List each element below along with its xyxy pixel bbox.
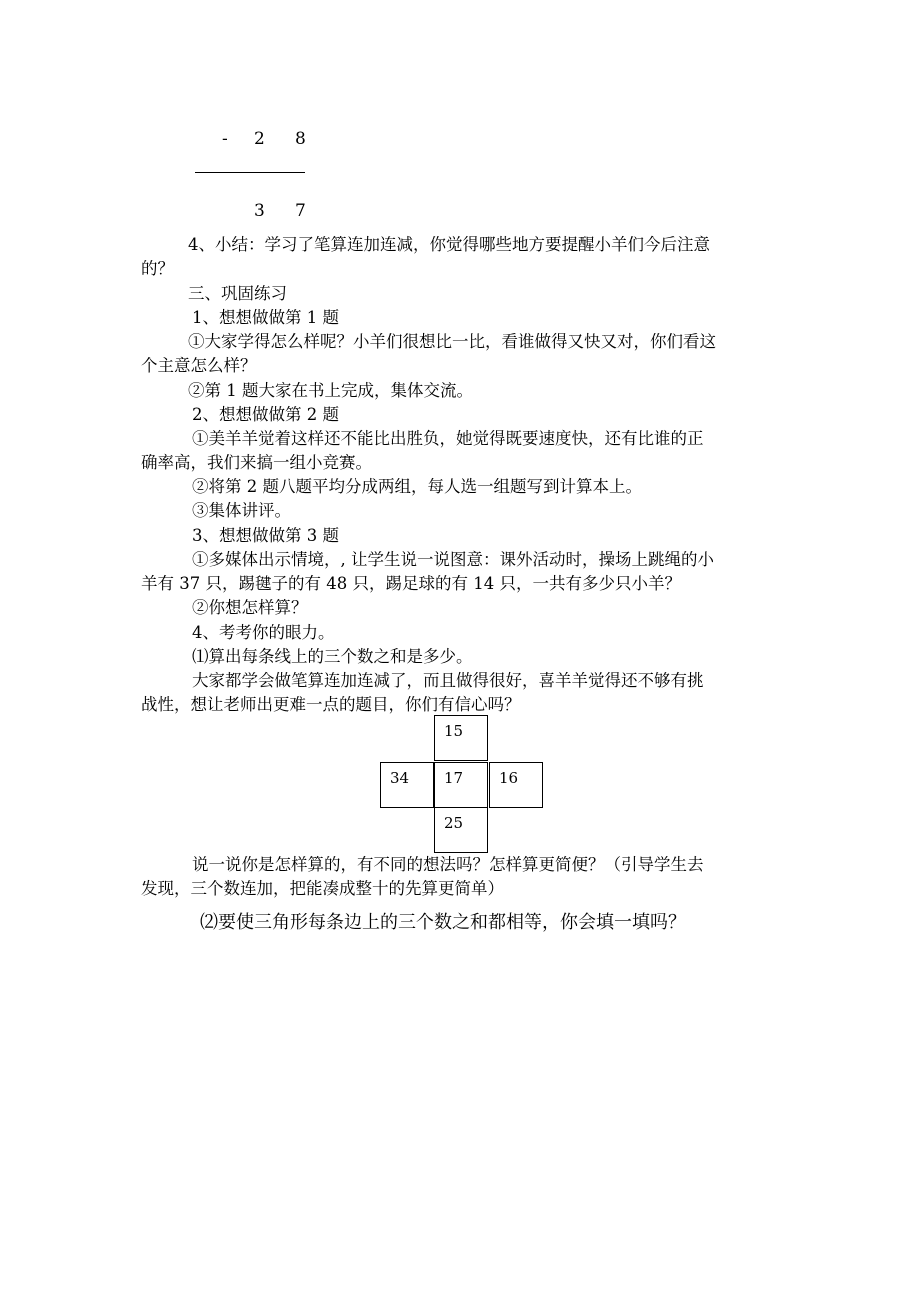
text-line: 个主意怎么样？ (141, 356, 257, 375)
text-line: 3、想想做做第 3 题 (192, 526, 339, 545)
cross-cell-right: 16 (489, 762, 543, 808)
cross-cell-center: 17 (434, 762, 488, 808)
text-line: ②将第 2 题八题平均分成两组，每人选一组题写到计算本上。 (192, 477, 642, 496)
text-line: ①美羊羊觉着这样还不能比出胜负，她觉得既要速度快，还有比谁的正 (192, 429, 704, 448)
calc-result-tens: 3 (254, 201, 265, 221)
text-line: 4、小结：学习了笔算连加连减，你觉得哪些地方要提醒小羊们今后注意 (188, 235, 710, 254)
text-line: 羊有 37 只，踢毽子的有 48 只，踢足球的有 14 只，一共有多少只小羊？ (141, 574, 681, 593)
cross-cell-left: 34 (380, 762, 434, 808)
calc-subtrahend-tens: 2 (254, 129, 265, 149)
calc-subtrahend-ones: 8 (295, 129, 306, 149)
text-line: 4、考考你的眼力。 (192, 623, 335, 642)
text-line: ②第 1 题大家在书上完成，集体交流。 (188, 381, 473, 400)
cross-cell-bottom: 25 (434, 807, 488, 853)
text-line: ③集体讲评。 (192, 501, 291, 520)
text-line: 发现，三个数连加，把能凑成整十的先算更简单） (141, 879, 504, 898)
text-line: ②你想怎样算？ (192, 598, 308, 617)
text-line: ⑵要使三角形每条边上的三个数之和都相等，你会填一填吗？ (200, 912, 686, 933)
text-line: 大家都学会做笔算连加连减了，而且做得很好，喜羊羊觉得还不够有挑 (192, 671, 704, 690)
section-heading: 三、巩固练习 (188, 284, 287, 303)
text-line: 确率高，我们来搞一组小竞赛。 (141, 453, 372, 472)
text-line: ⑴算出每条线上的三个数之和是多少。 (192, 647, 473, 666)
text-line: ①大家学得怎么样呢？小羊们很想比一比，看谁做得又快又对，你们看这 (188, 332, 716, 351)
calc-result-ones: 7 (295, 201, 306, 221)
text-line: 说一说你是怎样算的，有不同的想法吗？怎样算更简便？（引导学生去 (192, 855, 704, 874)
text-line: 2、想想做做第 2 题 (192, 405, 339, 424)
text-line: 1、想想做做第 1 题 (192, 308, 339, 327)
cross-cell-top: 15 (434, 715, 488, 761)
text-line: 战性，想让老师出更难一点的题目，你们有信心吗？ (141, 695, 521, 714)
calc-minus: - (222, 129, 228, 149)
text-line: ①多媒体出示情境，, 让学生说一说图意：课外活动时，操场上跳绳的小 (192, 550, 714, 569)
text-line: 的？ (141, 259, 174, 278)
calc-rule (195, 172, 305, 173)
